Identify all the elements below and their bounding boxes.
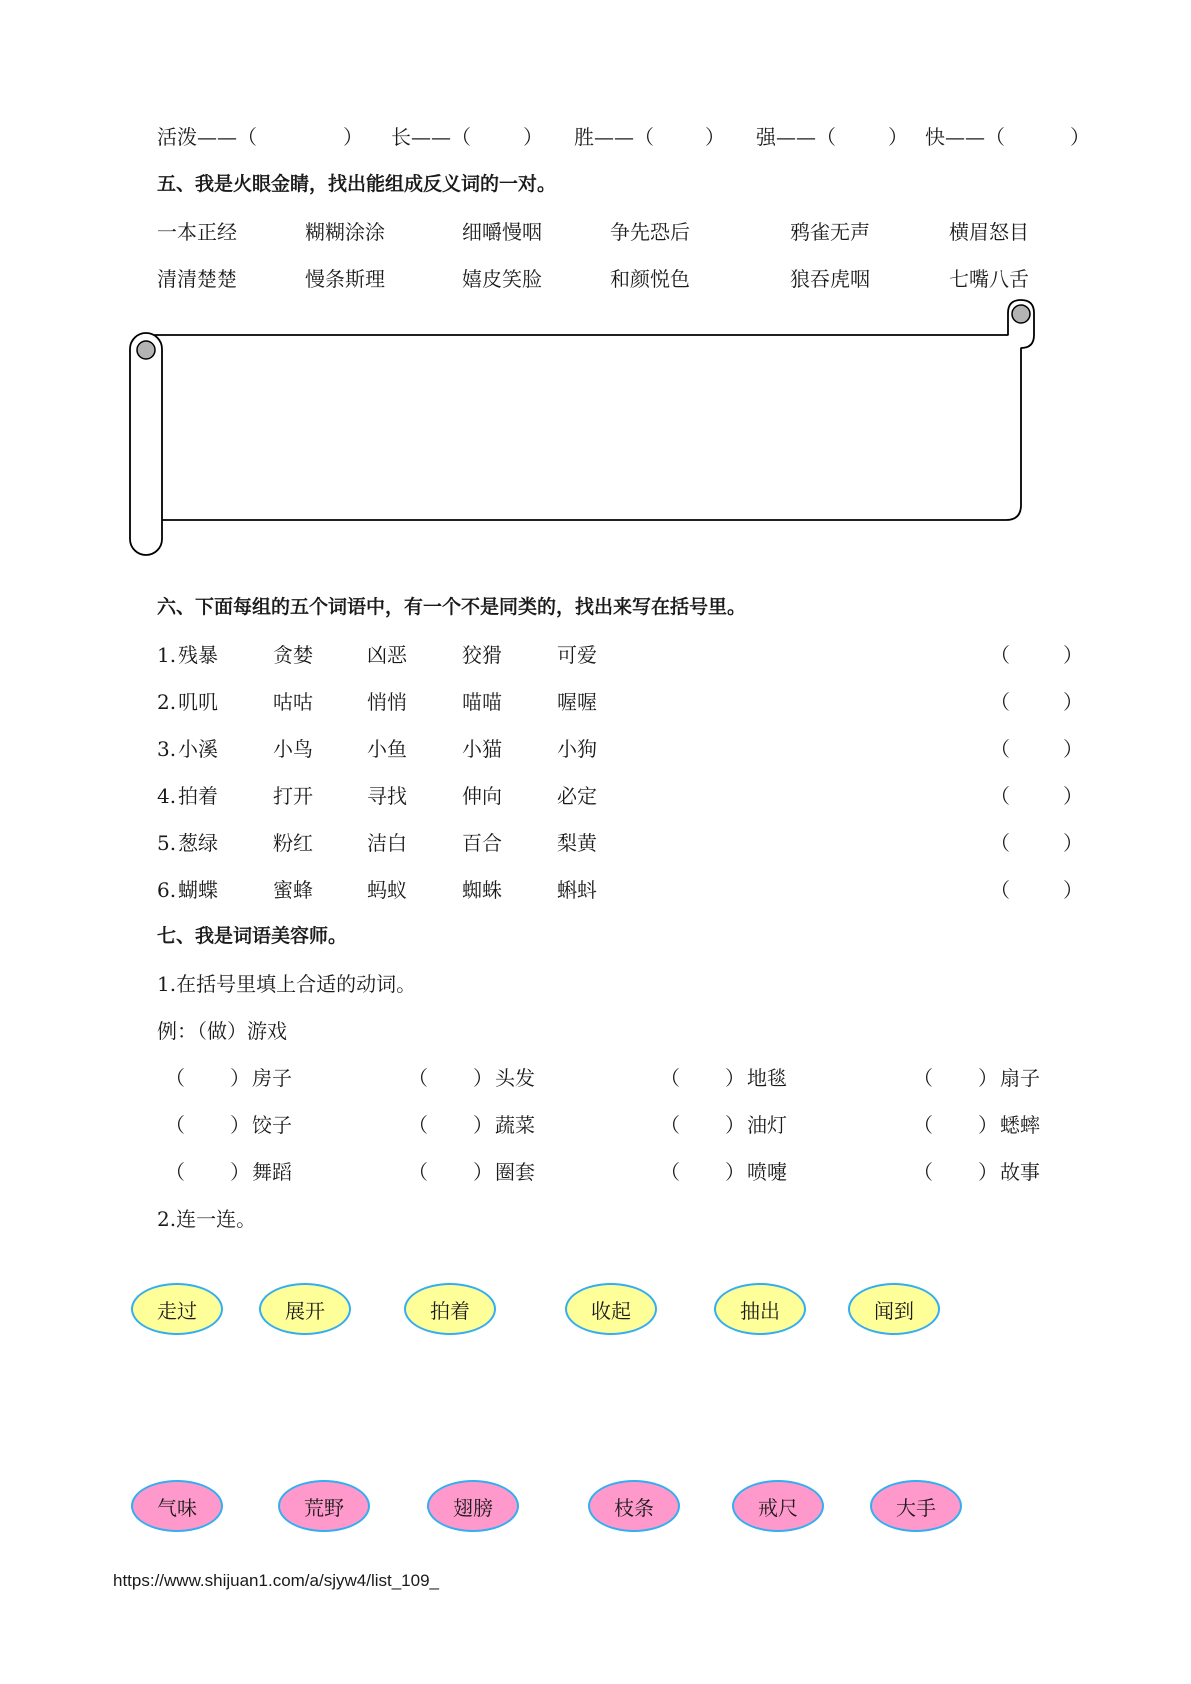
noun: 舞蹈 — [252, 1160, 292, 1184]
blank-paren-close: ） — [725, 1113, 745, 1137]
verb-oval[interactable]: 抽出 — [714, 1283, 806, 1335]
answer-paren-close: ） — [1063, 690, 1083, 714]
noun: 蟋蟀 — [1000, 1113, 1040, 1137]
word: 小鱼 — [367, 737, 407, 761]
blank-paren-close: ） — [473, 1113, 493, 1137]
noun: 油灯 — [747, 1113, 787, 1137]
word: 残暴 — [178, 643, 218, 667]
word: 蜜蜂 — [273, 878, 313, 902]
fill-paren-close: ） — [888, 125, 908, 149]
blank-paren-close: ） — [978, 1066, 998, 1090]
word: 必定 — [557, 784, 597, 808]
answer-paren-open[interactable]: （ — [990, 831, 1010, 855]
blank-paren-close: ） — [230, 1160, 250, 1184]
word: 小鸟 — [273, 737, 313, 761]
blank-paren-close: ） — [978, 1113, 998, 1137]
verb-oval[interactable]: 收起 — [565, 1283, 657, 1335]
answer-paren-open[interactable]: （ — [990, 737, 1010, 761]
answer-paren-close: ） — [1063, 643, 1083, 667]
row-number: 6. — [157, 878, 177, 902]
noun-oval[interactable]: 枝条 — [588, 1480, 680, 1532]
blank-paren-close: ） — [230, 1066, 250, 1090]
word: 梨黄 — [557, 831, 597, 855]
word: 狡猾 — [462, 643, 502, 667]
noun-oval[interactable]: 戒尺 — [732, 1480, 824, 1532]
idiom: 糊糊涂涂 — [305, 220, 385, 244]
noun: 故事 — [1000, 1160, 1040, 1184]
blank-paren-close: ） — [725, 1160, 745, 1184]
row-number: 3. — [157, 737, 177, 761]
answer-paren-close: ） — [1063, 737, 1083, 761]
section-6-heading: 六、下面每组的五个词语中，有一个不是同类的，找出来写在括号里。 — [157, 596, 747, 618]
word: 洁白 — [367, 831, 407, 855]
noun: 圈套 — [495, 1160, 535, 1184]
noun-oval[interactable]: 大手 — [870, 1480, 962, 1532]
answer-paren-open[interactable]: （ — [990, 690, 1010, 714]
blank-paren-open[interactable]: （ — [660, 1113, 680, 1137]
fill-word: 活泼——（ — [157, 125, 257, 149]
answer-paren-open[interactable]: （ — [990, 643, 1010, 667]
idiom: 一本正经 — [157, 220, 237, 244]
verb-oval[interactable]: 拍着 — [404, 1283, 496, 1335]
section-5-heading: 五、我是火眼金睛，找出能组成反义词的一对。 — [157, 173, 557, 195]
blank-paren-open[interactable]: （ — [165, 1066, 185, 1090]
word: 悄悄 — [367, 690, 407, 714]
verb-oval[interactable]: 走过 — [131, 1283, 223, 1335]
noun-oval[interactable]: 气味 — [131, 1480, 223, 1532]
idiom: 七嘴八舌 — [949, 267, 1029, 291]
fill-word: 强——（ — [756, 125, 836, 149]
fill-paren-close: ） — [343, 125, 363, 149]
word: 贪婪 — [273, 643, 313, 667]
row-number: 5. — [157, 831, 177, 855]
noun: 扇子 — [1000, 1066, 1040, 1090]
idiom: 狼吞虎咽 — [790, 267, 870, 291]
fill-word: 长——（ — [391, 125, 471, 149]
blank-paren-open[interactable]: （ — [408, 1113, 428, 1137]
idiom: 鸦雀无声 — [790, 220, 870, 244]
word: 蜘蛛 — [462, 878, 502, 902]
fill-paren-close: ） — [705, 125, 725, 149]
noun: 饺子 — [252, 1113, 292, 1137]
answer-paren-close: ） — [1063, 878, 1083, 902]
noun: 房子 — [252, 1066, 292, 1090]
word: 打开 — [273, 784, 313, 808]
scroll-answer-area[interactable] — [128, 298, 1043, 560]
idiom: 争先恐后 — [610, 220, 690, 244]
blank-paren-open[interactable]: （ — [165, 1113, 185, 1137]
example-text: 例：（做）游戏 — [157, 1019, 287, 1043]
word: 百合 — [462, 831, 502, 855]
blank-paren-open[interactable]: （ — [913, 1160, 933, 1184]
idiom: 清清楚楚 — [157, 267, 237, 291]
idiom: 细嚼慢咽 — [462, 220, 542, 244]
noun: 蔬菜 — [495, 1113, 535, 1137]
blank-paren-close: ） — [978, 1160, 998, 1184]
noun: 喷嚏 — [747, 1160, 787, 1184]
verb-oval[interactable]: 闻到 — [848, 1283, 940, 1335]
row-number: 2. — [157, 690, 177, 714]
blank-paren-close: ） — [473, 1066, 493, 1090]
word: 蚂蚁 — [367, 878, 407, 902]
noun-oval[interactable]: 翅膀 — [427, 1480, 519, 1532]
answer-paren-open[interactable]: （ — [990, 878, 1010, 902]
word: 叽叽 — [178, 690, 218, 714]
word: 葱绿 — [178, 831, 218, 855]
noun: 地毯 — [747, 1066, 787, 1090]
word: 小猫 — [462, 737, 502, 761]
idiom: 横眉怒目 — [949, 220, 1029, 244]
word: 粉红 — [273, 831, 313, 855]
answer-paren-open[interactable]: （ — [990, 784, 1010, 808]
word: 拍着 — [178, 784, 218, 808]
blank-paren-open[interactable]: （ — [165, 1160, 185, 1184]
word: 小溪 — [178, 737, 218, 761]
idiom: 和颜悦色 — [610, 267, 690, 291]
row-number: 1. — [157, 643, 177, 667]
word: 可爱 — [557, 643, 597, 667]
blank-paren-open[interactable]: （ — [660, 1160, 680, 1184]
noun: 头发 — [495, 1066, 535, 1090]
blank-paren-open[interactable]: （ — [660, 1066, 680, 1090]
blank-paren-open[interactable]: （ — [408, 1160, 428, 1184]
word: 伸向 — [462, 784, 502, 808]
noun-oval[interactable]: 荒野 — [278, 1480, 370, 1532]
word: 凶恶 — [367, 643, 407, 667]
subquestion-1: 1.在括号里填上合适的动词。 — [157, 972, 417, 996]
word: 咕咕 — [273, 690, 313, 714]
word: 喔喔 — [557, 690, 597, 714]
blank-paren-open[interactable]: （ — [913, 1066, 933, 1090]
row-number: 4. — [157, 784, 177, 808]
section-7-heading: 七、我是词语美容师。 — [157, 925, 348, 947]
fill-paren-close: ） — [1070, 125, 1090, 149]
fill-word: 快——（ — [925, 125, 1005, 149]
blank-paren-open[interactable]: （ — [408, 1066, 428, 1090]
blank-paren-close: ） — [230, 1113, 250, 1137]
blank-paren-open[interactable]: （ — [913, 1113, 933, 1137]
subquestion-2: 2.连一连。 — [157, 1207, 257, 1231]
idiom: 嬉皮笑脸 — [462, 267, 542, 291]
word: 喵喵 — [462, 690, 502, 714]
fill-paren-close: ） — [523, 125, 543, 149]
verb-oval[interactable]: 展开 — [259, 1283, 351, 1335]
word: 小狗 — [557, 737, 597, 761]
word: 蝌蚪 — [557, 878, 597, 902]
idiom: 慢条斯理 — [305, 267, 385, 291]
blank-paren-close: ） — [473, 1160, 493, 1184]
answer-paren-close: ） — [1063, 784, 1083, 808]
fill-word: 胜——（ — [574, 125, 654, 149]
footer-url[interactable]: https://www.shijuan1.com/a/sjyw4/list_109_ — [113, 1571, 439, 1590]
blank-paren-close: ） — [725, 1066, 745, 1090]
word: 蝴蝶 — [178, 878, 218, 902]
answer-paren-close: ） — [1063, 831, 1083, 855]
word: 寻找 — [367, 784, 407, 808]
